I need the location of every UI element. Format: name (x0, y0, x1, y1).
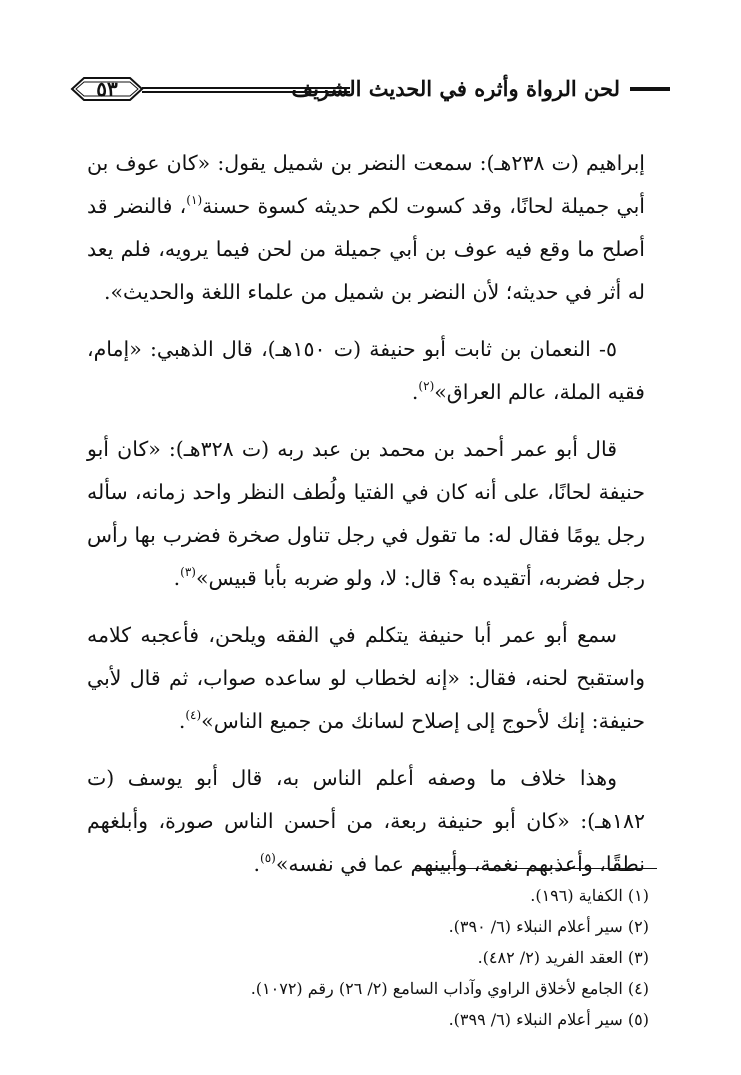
header-title: لحن الرواة وأثره في الحديث الشريف (291, 76, 620, 101)
paragraph-text: ٥- النعمان بن ثابت أبو حنيفة (ت ١٥٠هـ)، قال الذهبي: «إمام، فقيه الملة، عالم العراق» (87, 337, 645, 404)
paragraph-end: . (411, 380, 419, 404)
header-rule-right (630, 87, 670, 91)
footnote-separator (415, 868, 657, 869)
paragraph-text: سمع أبو عمر أبا حنيفة يتكلم في الفقه ويلحن، فأعجبه كلامه واستقبح لحنه، فقال: «إنه لخطاب لو ساعده صواب، ثم قال لأبي حنيفة: إنك لأحوج إلى إصلاح لسانك من جميع الناس» (87, 623, 645, 733)
running-header (70, 70, 670, 110)
paragraph-4 (87, 614, 645, 743)
paragraph-end: . (253, 852, 260, 876)
paragraph-end: . (178, 709, 186, 733)
footnote-ref-2: (٢) (418, 379, 435, 393)
footnote-4: (٤) الجامع لأخلاق الراوي وآداب السامع (٢/ ٢٦) رقم (١٠٧٢). (250, 979, 649, 998)
footnote-ref-4: (٤) (185, 708, 202, 722)
footnote-ref-1: (١) (186, 193, 203, 207)
paragraph-text: قال أبو عمر أحمد بن محمد بن عبد ربه (ت ٣٢٨هـ): «كان أبو حنيفة لحانًا، على أنه كان في الفتيا ولُطف النظر واحد زمانه، سأله رجل يومًا فقال له: ما تقول في رجل تناول صخرة فضرب بها رأس رجل فضربه، أتقيده به؟ قال: لا، ولو ضربه بأبا قبيس» (87, 437, 645, 590)
paragraph-text-continued: ، فالنضر قد أصلح ما وقع فيه عوف بن أبي جميلة من لحن فيما يرويه، فلم يعد له أثر في حديثه؛ لأن النضر بن شميل من علماء اللغة والحديث». (87, 194, 645, 304)
paragraph-text: إبراهيم (ت ٢٣٨هـ): سمعت النضر بن شميل يقول: «كان عوف بن أبي جميلة لحانًا، وقد كسوت لكم حديثه كسوة حسنة (87, 151, 645, 218)
paragraph-5 (87, 757, 645, 886)
footnote-ref-5: (٥) (260, 851, 276, 865)
paragraph-text: وهذا خلاف ما وصفه أعلم الناس به، قال أبو يوسف (ت ١٨٢هـ): «كان أبو حنيفة ربعة، من أحسن الناس صورة، وأبلغهم نطقًا، وأعذبهم نغمة، وأبينهم عما في نفسه» (87, 766, 645, 876)
page-number-badge (70, 74, 144, 104)
footnote-2: (٢) سير أعلام النبلاء (٦/ ٣٩٠). (448, 917, 649, 936)
paragraph-end: . (173, 566, 181, 590)
paragraph-2 (87, 328, 645, 414)
paragraph-1 (87, 142, 645, 314)
footnotes (89, 880, 649, 1035)
header-rule-left (142, 87, 350, 93)
footnote-5: (٥) سير أعلام النبلاء (٦/ ٣٩٩). (448, 1010, 649, 1029)
paragraph-3 (87, 428, 645, 600)
footnote-ref-3: (٣) (180, 565, 196, 579)
page-number: ٥٣ (96, 77, 118, 101)
main-text (87, 142, 645, 900)
footnote-3: (٣) العقد الفريد (٢/ ٤٨٢). (477, 948, 649, 967)
footnote-1: (١) الكفاية (١٩٦). (530, 886, 649, 905)
